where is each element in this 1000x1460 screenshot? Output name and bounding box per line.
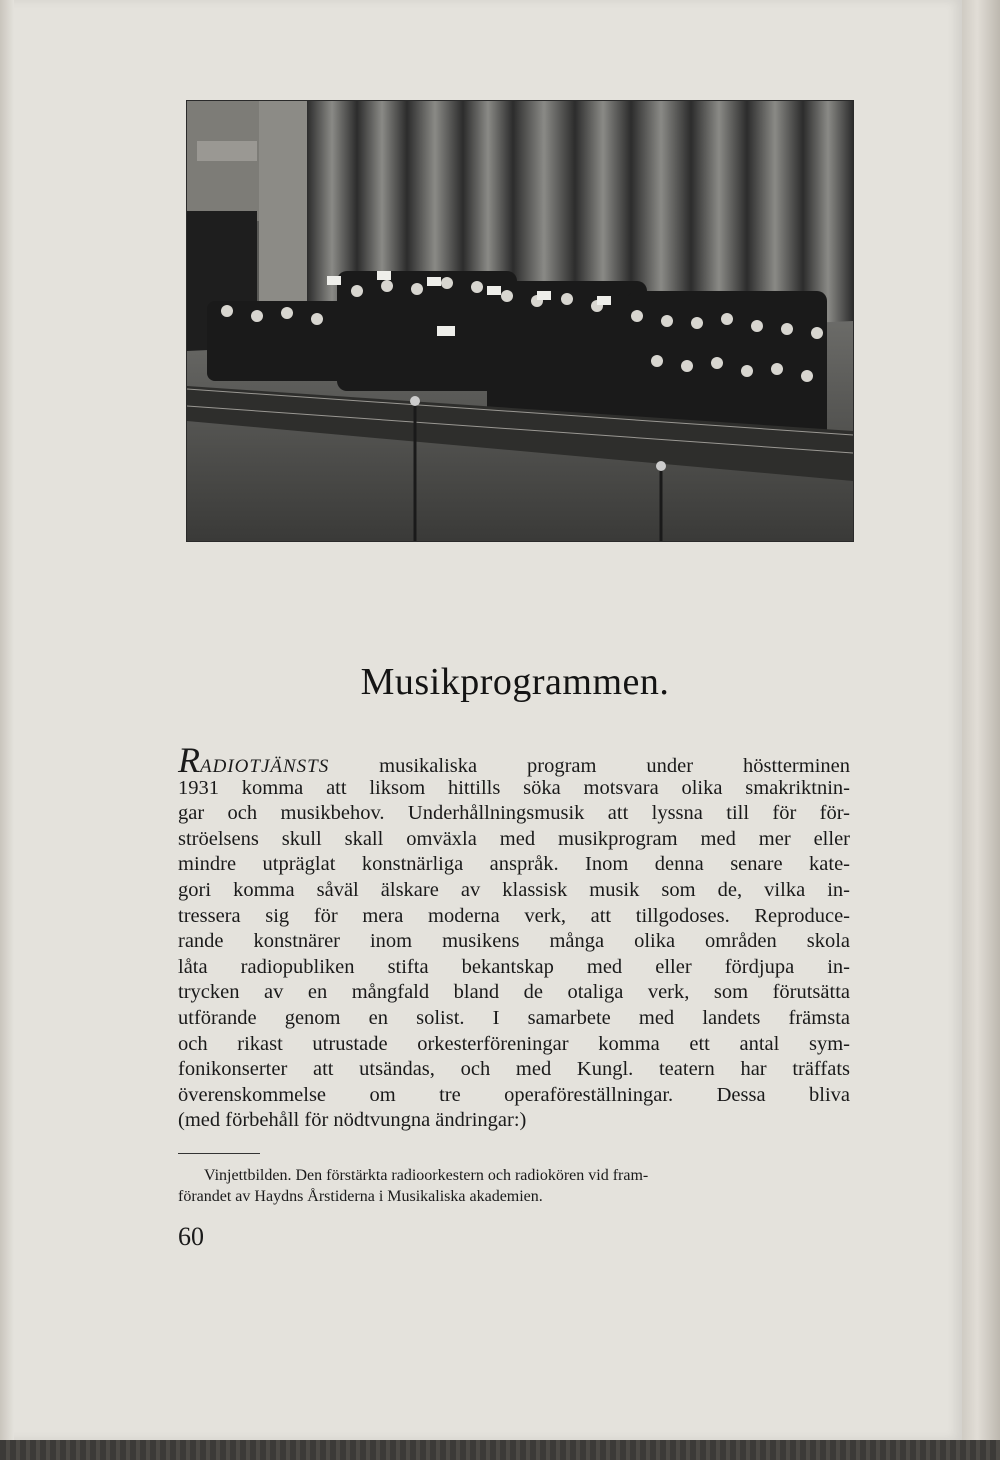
- footnote: [178, 1165, 850, 1207]
- page-number: 60: [178, 1222, 204, 1251]
- body-line-12: och rikast utrustade orkesterföreningar komma ett antal sym-: [178, 1032, 850, 1055]
- body-line-text: musikaliska program under höstterminen: [379, 755, 851, 777]
- body-line-3: gar och musikbehov. Underhållningsmusik att lyssna till för för-: [178, 802, 850, 825]
- body-line-11: utförande genom en solist. I samarbete med landets främsta: [178, 1006, 850, 1029]
- body-line-4: ströelsens skull skall omväxla med musikprogram med mer eller: [178, 827, 850, 850]
- page-title: Musikprogrammen.: [360, 661, 670, 703]
- page-gutter: [0, 0, 14, 1440]
- footnote-line-1: Vinjettbilden. Den förstärkta radioorkestern och radiokören vid fram-: [204, 1167, 649, 1184]
- body-line-8: rande konstnärer inom musikens många olika områden skola: [178, 930, 850, 953]
- scanner-bottom-edge: [0, 1440, 1000, 1460]
- footnote-divider: [178, 1153, 260, 1154]
- footnote-line-2: förandet av Haydns Årstiderna i Musikaliska akademien.: [178, 1188, 543, 1205]
- body-line-15: (med förbehåll för nödtvungna ändringar:): [178, 1109, 527, 1132]
- orchestra-photo: [186, 100, 854, 542]
- body-line-6: gori komma såväl älskare av klassisk musik som de, vilka in-: [178, 878, 850, 901]
- body-line-2: 1931 komma att liksom hittills söka motsvara olika smakriktnin-: [178, 776, 850, 799]
- drop-cap: R: [178, 740, 200, 780]
- body-line-14: överenskommelse om tre operaföreställningar. Dessa bliva: [178, 1083, 850, 1106]
- body-paragraph: [178, 740, 851, 1134]
- orchestra-photo-drawing: [187, 101, 853, 541]
- body-line-5: mindre utpräglat konstnärliga anspråk. Inom denna senare kate-: [178, 853, 850, 876]
- lead-word: ADIOTJÄNSTS: [200, 756, 330, 777]
- body-line-9: låta radiopubliken stifta bekantskap med eller fördjupa in-: [178, 955, 850, 978]
- adjacent-page-edge: [962, 0, 1000, 1460]
- body-line-1: [178, 740, 851, 780]
- body-line-10: trycken av en mångfald bland de otaliga verk, som förutsätta: [178, 981, 850, 1004]
- body-line-13: fonikonserter att utsändas, och med Kungl. teatern har träffats: [178, 1058, 850, 1081]
- body-line-7: tressera sig för mera moderna verk, att tillgodoses. Reproduce-: [178, 904, 850, 927]
